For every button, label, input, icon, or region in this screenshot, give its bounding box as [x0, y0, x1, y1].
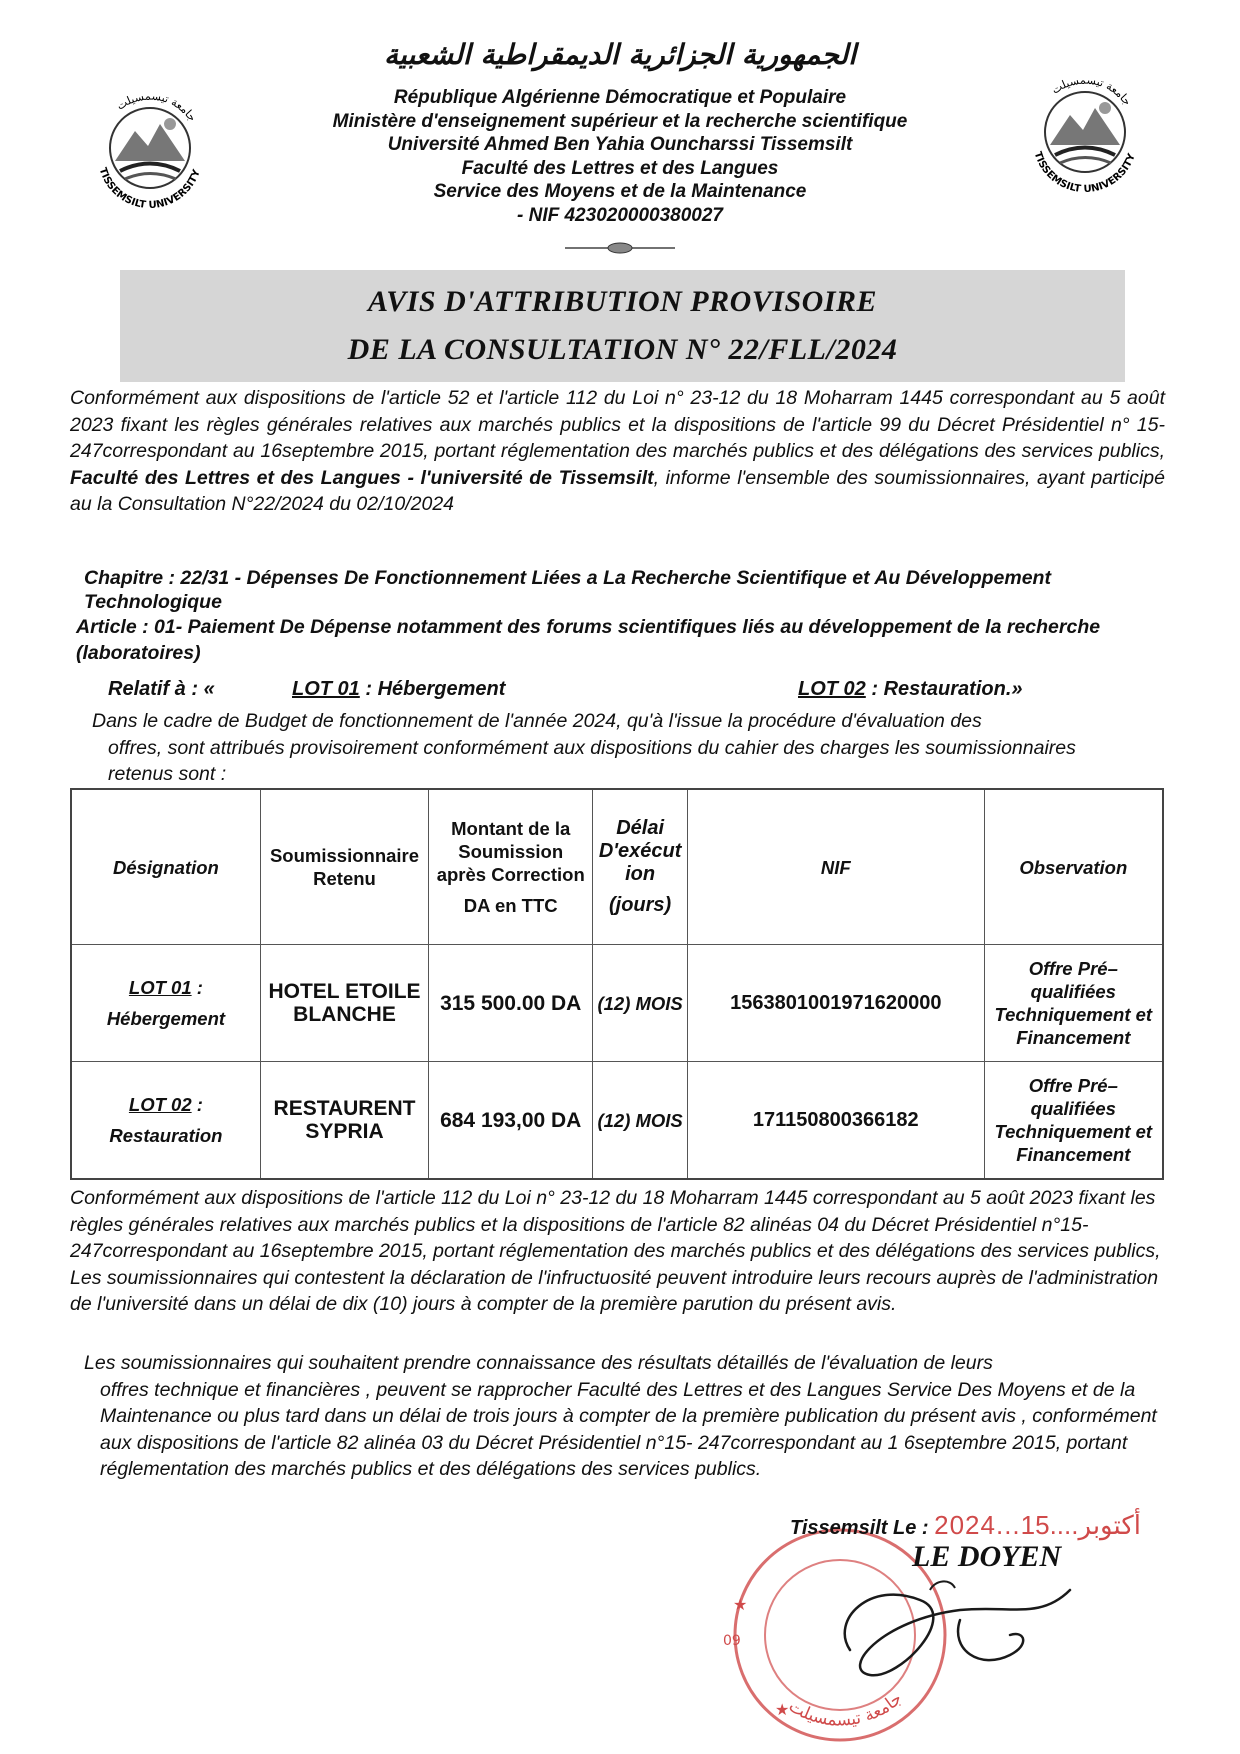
dean-signature [810, 1560, 1110, 1710]
lot-name: Restauration [109, 1125, 223, 1146]
lot-name: Hébergement [106, 1008, 226, 1029]
info-rest: offres technique et financières , peuvent se rapprocher Faculté des Lettres et des Langues Service Des Moyens et de la Maintenance ou plus tard dans un délai de trois jours à compter de la première publication du présent avis , conformément aux dispositions de l'article 82 alinéa 03 du Décret Présidentiel n°15- 247correspondant au 1 6septembre 2015, portant réglementation des marchés publics et des délégations des services publics. [100, 1378, 1157, 1480]
svg-text:★: ★ [733, 1597, 748, 1614]
university-logo-right [1015, 60, 1155, 200]
cell-soumissionnaire: HOTEL ETOILE BLANCHE [260, 945, 428, 1062]
header-delai-text: Délai D'exécut ion [598, 817, 682, 885]
university-logo-left [80, 76, 220, 216]
title-box [120, 270, 1125, 382]
lot-label: LOT 02 [128, 1094, 192, 1115]
header-delai-unit: (jours) [609, 894, 672, 916]
header-line: Faculté des Lettres et des Langues [461, 157, 779, 179]
lot1-text: : Hébergement [359, 678, 506, 700]
header-observation: Observation [984, 789, 1163, 945]
info-line-1: Les soumissionnaires qui souhaitent prendre connaissance des résultats détaillés de l'évaluation de leurs [84, 1352, 993, 1374]
cell-nif: 1563801001971620000 [687, 945, 984, 1062]
header-montant-text: Montant de la Soumission après Correction [436, 818, 585, 885]
relatif-lot1 [292, 678, 505, 701]
intro-bold-faculty: Faculté des Lettres et des Langues - l'université de Tissemsilt [70, 466, 654, 489]
cell-designation [71, 945, 260, 1062]
budget-line-1: Dans le cadre de Budget de fonctionnement de l'année 2024, qu'à l'issue la procédure d'évaluation des [92, 710, 982, 732]
logo-right-arabic: جامعة تيسمسيلت [1049, 73, 1134, 108]
cell-delai: (12) MOIS [593, 1062, 688, 1180]
lot2-label: LOT 02 [798, 678, 866, 700]
budget-paragraph [92, 708, 1122, 788]
header-line: Ministère d'enseignement supérieur et la recherche scientifique [332, 110, 908, 132]
logo-left-text: TISSEMSILT UNIVERSITY [96, 166, 203, 212]
header-delai [593, 789, 688, 945]
intro-text: Conformément aux dispositions de l'article 52 et l'article 112 du Loi n° 23-12 du 18 Moharram 1445 correspondant au 5 août 2023 fixant les règles générales relatives aux marchés publics et la dispositions de l'article 99 du Décret Présidentiel n° 15- 247correspondant au 16septembre 2015, portant réglementation des marchés publics et des délégations des services publics, [70, 387, 1165, 462]
logo-left-arabic: جامعة تيسمسيلت [114, 89, 199, 124]
header-line: Service des Moyens et de la Maintenance [433, 181, 807, 202]
header-montant [429, 789, 593, 945]
svg-text:★: ★ [775, 1702, 790, 1719]
header-line: - NIF 423020000380027 [517, 204, 723, 226]
cell-montant: 684 193,00 DA [429, 1062, 593, 1180]
recours-paragraph: Conformément aux dispositions de l'article 112 du Loi n° 23-12 du 18 Moharram 1445 correspondant au 5 août 2023 fixant les règles générales relatives aux marchés publics et la dispositions de l'article 82 alinéas 04 du Décret Présidentiel n°15- 247correspondant au 16septembre 2015, portant réglementation des marchés publics et des délégations des services publics, Les soumissionnaires qui contestent la déclaration de l'infructuosité peuvent introduire leurs recours auprès de l'administration de l'université dans un délai de dix (10) jours à compter de la première parution du présent avis. [70, 1187, 1161, 1315]
title-line-1: AVIS D'ATTRIBUTION PROVISOIRE [367, 285, 878, 318]
lot-suffix: : [191, 977, 203, 998]
table-row [71, 1062, 1163, 1180]
header-line: République Algérienne Démocratique et Populaire [393, 87, 847, 108]
budget-rest: offres, sont attribués provisoirement conformément aux dispositions du cahier des charges les soumissionnaires retenus sont : [108, 736, 1076, 785]
header-block [260, 86, 980, 227]
cell-montant: 315 500.00 DA [429, 945, 593, 1062]
table-row [71, 945, 1163, 1062]
signature-date: 2024...أكتوبر....15 [934, 1510, 1141, 1540]
header-soumissionnaire-text: Soumissionnaire Retenu [269, 845, 420, 889]
doyen-title: LE DOYEN [912, 1540, 1062, 1573]
relatif-lot2 [798, 678, 1023, 701]
lot-suffix: : [191, 1094, 203, 1115]
relatif-prefix: Relatif à : « [108, 678, 215, 700]
attribution-table [70, 788, 1164, 1180]
info-paragraph [84, 1350, 1164, 1483]
cell-soumissionnaire: RESTAURENT SYPRIA [260, 1062, 428, 1180]
logo-right-text: TISSEMSILT UNIVERSITY [1031, 150, 1138, 196]
cell-observation: Offre Pré–qualifiées Techniquement et Financement [984, 1062, 1163, 1180]
intro-paragraph [70, 385, 1165, 518]
cell-designation [71, 1062, 260, 1180]
header-montant-unit: DA en TTC [463, 895, 558, 916]
cell-observation: Offre Pré–qualifiées Techniquement et Financement [984, 945, 1163, 1062]
lot-label: LOT 01 [128, 977, 192, 998]
chapitre-line: Chapitre : 22/31 - Dépenses De Fonctionnement Liées a La Recherche Scientifique et Au Développement Technologique [84, 567, 1051, 613]
cell-nif: 171150800366182 [687, 1062, 984, 1180]
header-designation: Désignation [71, 789, 260, 945]
svg-text:09: 09 [723, 1633, 741, 1649]
article-line: Article : 01- Paiement De Dépense notamment des forums scientifiques liés au développement de la recherche (laboratoires) [76, 616, 1101, 664]
stamp-arabic: جامعة تيسمسيلت [785, 1688, 907, 1731]
lot1-label: LOT 01 [292, 678, 360, 700]
title-line-2: DE LA CONSULTATION N° 22/FLL/2024 [347, 333, 898, 366]
arabic-republic-title: الجمهورية الجزائرية الديمقراطية الشعبية [383, 38, 856, 71]
cell-delai: (12) MOIS [593, 945, 688, 1062]
lot2-text: : Restauration.» [865, 678, 1023, 700]
header-line: Université Ahmed Ben Yahia Ouncharssi Tissemsilt [387, 134, 853, 155]
signature-place: Tissemsilt Le : [790, 1517, 929, 1539]
header-soumissionnaire [260, 789, 428, 945]
intro-text-end: , informe l'ensemble des soumissionnaires, ayant participé au la Consultation N°22/2024 du 02/10/2024 [70, 466, 1165, 515]
signature-place-date [790, 1510, 1141, 1541]
table-header-row [71, 789, 1163, 945]
header-nif: NIF [687, 789, 984, 945]
relatif-line [108, 678, 1108, 701]
ornament-divider [565, 240, 675, 256]
